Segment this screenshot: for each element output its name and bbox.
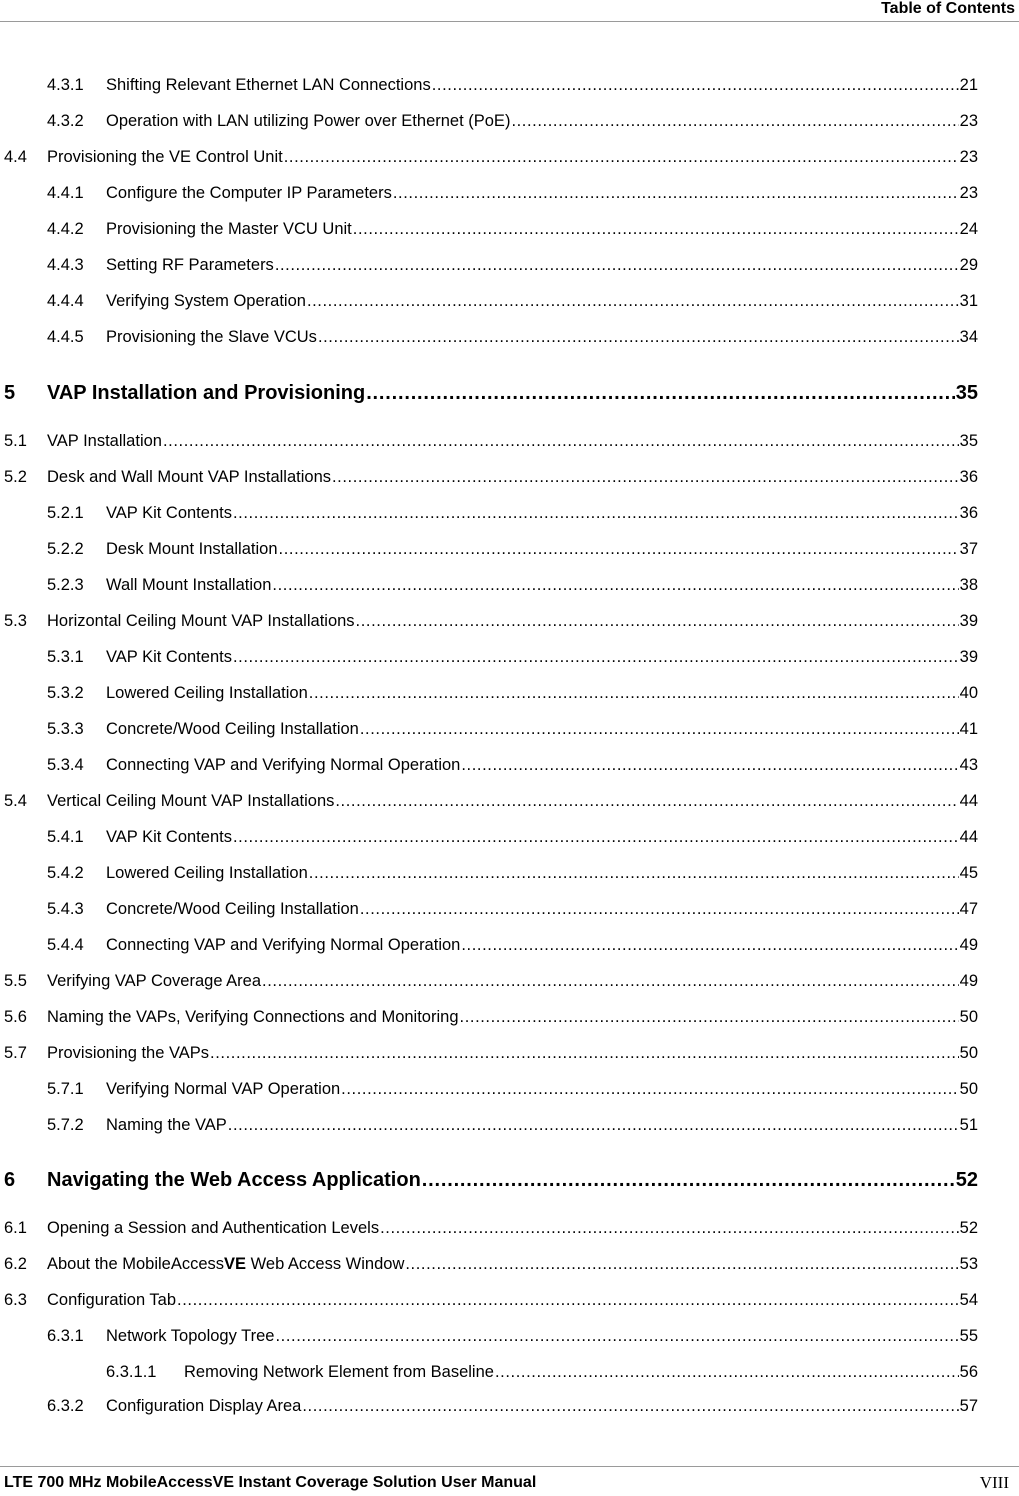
toc-entry-page: 21 [959,76,978,94]
toc-entry-title [106,327,317,347]
toc-entry-leader [460,1007,959,1027]
toc-entry-title [106,827,232,847]
toc-entry-title [106,255,274,275]
toc-entry-leader [272,575,958,595]
toc-entry-page: 34 [959,328,978,346]
toc-entry-page: 44 [959,792,978,810]
toc-entry-page: 55 [959,1327,978,1345]
toc-entry-page: 43 [959,756,978,774]
toc-entry-leader [318,327,959,347]
toc-entry-page: 47 [959,900,978,918]
toc-entry[interactable] [47,717,978,739]
toc-entry-title-suffix: Web Access Window [246,1255,405,1273]
toc-entry-title-text: Opening a Session and Authentication Levels [47,1219,380,1237]
toc-entry[interactable] [4,145,978,167]
toc-entry-leader [210,1043,959,1063]
toc-entry-title-text: Shifting Relevant Ethernet LAN Connections [106,76,431,94]
toc-entry-leader [461,935,958,955]
toc-entry-page: 54 [959,1291,978,1309]
toc-entry-leader [309,863,959,883]
toc-entry-title-text: VAP Kit Contents [106,504,232,522]
toc-entry-title [184,1362,494,1382]
toc-entry-title [106,575,271,595]
toc-entry-number: 4.4.1 [47,184,84,202]
toc-entry[interactable] [47,897,978,919]
footer-page-number: VIII [979,1473,1009,1492]
toc-entry-title [47,431,162,451]
toc-entry-leader [511,111,958,131]
toc-entry-number: 5.3.1 [47,648,84,666]
toc-entry-leader [233,827,959,847]
toc-entry-title-text: Concrete/Wood Ceiling Installation [106,900,359,918]
toc-entry-title [106,539,278,559]
toc-entry-leader [177,1290,959,1310]
toc-entry-number: 5.4.1 [47,828,84,846]
toc-entry-title [106,755,460,775]
toc-entry-number: 5.2.3 [47,576,84,594]
toc-entry-page: 50 [959,1080,978,1098]
toc-entry-page: 36 [959,468,978,486]
header-title: Table of Contents [881,0,1015,17]
toc-entry-leader [275,1326,958,1346]
toc-entry[interactable] [47,289,978,311]
toc-entry-leader [275,255,959,275]
toc-entry-title-text: Vertical Ceiling Mount VAP Installations [47,792,335,810]
toc-entry-leader [341,1079,958,1099]
toc-entry-title-text: VAP Kit Contents [106,648,232,666]
toc-entry-page: 38 [959,576,978,594]
toc-entry-leader [405,1254,958,1274]
toc-entry-page: 35 [959,432,978,450]
toc-entry-title-text: Lowered Ceiling Installation [106,864,308,882]
toc-entry-title [106,183,392,203]
toc-entry[interactable] [47,1324,978,1346]
toc-entry[interactable] [106,1360,978,1382]
toc-entry-number: 4.4.5 [47,328,84,346]
toc-entry-title-text: Removing Network Element from Baseline [184,1363,494,1381]
toc-entry[interactable] [47,933,978,955]
toc-entry-number: 5.3 [4,612,27,630]
toc-entry-leader [360,719,959,739]
toc-entry-page: 51 [959,1116,978,1134]
toc-entry-title-text: Provisioning the VE Control Unit [47,148,283,166]
toc-entry-number: 5.3.4 [47,756,84,774]
toc-entry-number: 6.3.1 [47,1327,84,1345]
toc-entry-title [106,1326,274,1346]
toc-entry[interactable] [47,501,978,523]
toc-entry-page: 49 [959,972,978,990]
toc-entry-number: 4.4 [4,148,27,166]
toc-entry-leader [380,1218,959,1238]
toc-entry[interactable] [4,609,978,631]
toc-entry-leader [233,503,959,523]
toc-entry-page: 52 [955,1169,978,1191]
toc-entry-number: 5.7 [4,1044,27,1062]
toc-entry-page: 36 [959,504,978,522]
toc-entry[interactable] [4,1041,978,1063]
toc-entry[interactable] [4,379,978,405]
toc-entry-title-text: Provisioning the Slave VCUs [106,328,317,346]
footer-manual-title: LTE 700 MHz MobileAccessVE Instant Coverage Solution User Manual [4,1474,537,1491]
toc-entry[interactable] [47,861,978,883]
toc-entry-title-text: VAP Installation and Provisioning [47,382,366,404]
toc-entry-page: 24 [959,220,978,238]
toc-entry-title-text: Desk Mount Installation [106,540,278,558]
toc-entry-title [106,111,510,131]
toc-entry[interactable] [47,753,978,775]
toc-entry-title-text: Setting RF Parameters [106,256,274,274]
toc-entry[interactable] [47,1394,978,1416]
toc-entry[interactable] [47,325,978,347]
toc-entry-title-text: Operation with LAN utilizing Power over Ethernet (PoE) [106,112,511,130]
toc-entry-number: 5.2.2 [47,540,84,558]
toc-entry-number: 5.5 [4,972,27,990]
toc-entry[interactable] [47,253,978,275]
toc-entry[interactable] [4,465,978,487]
toc-entry-leader [353,219,959,239]
toc-entry-page: 35 [955,382,978,404]
toc-entry-number: 5.2.1 [47,504,84,522]
toc-entry-title [106,647,232,667]
toc-entry-leader [228,1115,959,1135]
toc-entry-page: 41 [959,720,978,738]
toc-entry-number: 5.2 [4,468,27,486]
toc-entry-title [106,1396,301,1416]
toc-entry-title-text: Verifying System Operation [106,292,306,310]
toc-entry-title-text: Concrete/Wood Ceiling Installation [106,720,359,738]
toc-entry-page: 50 [959,1008,978,1026]
toc-entry-page: 23 [959,148,978,166]
toc-entry-number: 6.3.2 [47,1397,84,1415]
toc-entry-title [47,467,331,487]
toc-entry-number: 5.4.2 [47,864,84,882]
toc-entry[interactable] [47,73,978,95]
toc-entry-number: 4.3.2 [47,112,84,130]
footer-rule [0,1466,1019,1467]
toc-entry-title [47,147,283,167]
toc-entry-title [47,1218,379,1238]
toc-entry-page: 49 [959,936,978,954]
toc-entry-page: 37 [959,540,978,558]
toc-entry-number: 4.4.2 [47,220,84,238]
toc-entry-number: 4.4.3 [47,256,84,274]
toc-entry-number: 6.2 [4,1255,27,1273]
toc-entry-title-text: About the MobileAccess [47,1255,225,1273]
toc-entry-page: 39 [959,648,978,666]
toc-entry-page: 23 [959,112,978,130]
toc-entry-title-text: Verifying Normal VAP Operation [106,1080,341,1098]
toc-entry-title [106,219,352,239]
toc-entry-leader [284,147,959,167]
toc-entry-leader [233,647,959,667]
toc-entry-title-text: Configuration Tab [47,1291,177,1309]
toc-entry-number: 5.4.4 [47,936,84,954]
toc-entry-number: 5.6 [4,1008,27,1026]
toc-entry-title-text: Horizontal Ceiling Mount VAP Installations [47,612,355,630]
toc-entry-title-text: Navigating the Web Access Application [47,1169,421,1191]
toc-entry-title [106,1115,227,1135]
toc-entry-page: 40 [959,684,978,702]
toc-entry-leader [495,1362,959,1382]
toc-entry-leader [366,381,955,405]
toc-entry-title [106,863,308,883]
toc-entry[interactable] [47,537,978,559]
toc-entry[interactable] [47,1077,978,1099]
toc-entry-title-text: Verifying VAP Coverage Area [47,972,262,990]
toc-entry[interactable] [4,1252,978,1274]
toc-entry-number: 4.4.4 [47,292,84,310]
toc-entry-title-text: Connecting VAP and Verifying Normal Operation [106,936,461,954]
toc-entry-title [106,1079,340,1099]
toc-entry-number: 5.7.2 [47,1116,84,1134]
toc-entry-leader [335,791,958,811]
toc-entry-title [47,1168,421,1192]
toc-entry-title-text: Provisioning the VAPs [47,1044,210,1062]
toc-entry-title [106,719,359,739]
toc-entry-title-text: Configuration Display Area [106,1397,302,1415]
toc-entry-title-text: VAP Installation [47,432,162,450]
toc-entry-number: 6.3 [4,1291,27,1309]
toc-entry-leader [279,539,959,559]
toc-entry-leader [432,75,959,95]
toc-entry[interactable] [4,1005,978,1027]
toc-entry-title-brand: VE [224,1255,247,1273]
toc-entry-title [47,971,261,991]
toc-entry-leader [163,431,959,451]
toc-entry-leader [356,611,959,631]
toc-entry-title-text: Naming the VAP [106,1116,227,1134]
toc-entry-title [106,291,306,311]
toc-entry-number: 5.4 [4,792,27,810]
toc-entry[interactable] [47,181,978,203]
toc-entry[interactable] [47,681,978,703]
toc-entry-number: 6 [4,1169,16,1191]
toc-entry[interactable] [4,1166,978,1192]
toc-entry-page: 53 [959,1255,978,1273]
toc-entry-number: 5 [4,382,16,404]
toc-entry-number: 6.1 [4,1219,27,1237]
toc-entry-page: 52 [959,1219,978,1237]
toc-entry-number: 5.3.3 [47,720,84,738]
toc-entry-leader [262,971,959,991]
toc-entry[interactable] [4,969,978,991]
toc-entry-title [47,381,365,405]
toc-entry-leader [309,683,959,703]
toc-entry[interactable] [4,429,978,451]
toc-entry-page: 45 [959,864,978,882]
toc-entry-title [47,611,355,631]
toc-entry-title-text: Desk and Wall Mount VAP Installations [47,468,331,486]
toc-entry-title [106,75,431,95]
toc-entry-leader [307,291,959,311]
toc-entry[interactable] [47,573,978,595]
toc-entry-leader [461,755,958,775]
toc-entry-title-text: Lowered Ceiling Installation [106,684,308,702]
toc-entry-title [47,791,334,811]
toc-entry-page: 57 [959,1397,978,1415]
toc-entry[interactable] [4,1216,978,1238]
toc-entry-page: 44 [959,828,978,846]
toc-entry-leader [393,183,959,203]
toc-entry[interactable] [47,645,978,667]
toc-entry[interactable] [47,1113,978,1135]
toc-entry-page: 23 [959,184,978,202]
toc-entry-page: 39 [959,612,978,630]
toc-entry-page: 31 [959,292,978,310]
toc-entry-title-text: Network Topology Tree [106,1327,275,1345]
toc-entry-title-text: Configure the Computer IP Parameters [106,184,392,202]
toc-entry-number: 5.4.3 [47,900,84,918]
toc-entry-title-text: Connecting VAP and Verifying Normal Operation [106,756,461,774]
toc-entry-title-text: VAP Kit Contents [106,828,232,846]
toc-entry-leader [422,1168,955,1192]
toc-entry-title [47,1290,176,1310]
toc-entry[interactable] [4,789,978,811]
toc-entry-title [106,935,460,955]
toc-entry[interactable] [4,1288,978,1310]
toc-entry-page: 56 [959,1363,978,1381]
toc-entry-leader [302,1396,958,1416]
toc-entry-title-text: Provisioning the Master VCU Unit [106,220,352,238]
toc-entry[interactable] [47,825,978,847]
toc-entry-leader [360,899,959,919]
toc-entry-number: 5.7.1 [47,1080,84,1098]
toc-entry-leader [332,467,959,487]
toc-entry-page: 50 [959,1044,978,1062]
toc-entry-title [47,1043,209,1063]
toc-entry-title [47,1007,459,1027]
toc-entry-title [106,683,308,703]
toc-entry-title [106,899,359,919]
toc-entry-title-text: Naming the VAPs, Verifying Connections and Monitoring [47,1008,459,1026]
toc-entry-title [47,1254,404,1274]
toc-entry-title-text: Wall Mount Installation [106,576,272,594]
toc-entry-number: 5.1 [4,432,27,450]
toc-entry-number: 6.3.1.1 [106,1363,157,1381]
toc-entry-number: 5.3.2 [47,684,84,702]
toc-entry[interactable] [47,217,978,239]
toc-entry[interactable] [47,109,978,131]
toc-entry-page: 29 [959,256,978,274]
toc-entry-number: 4.3.1 [47,76,84,94]
toc-entry-title [106,503,232,523]
